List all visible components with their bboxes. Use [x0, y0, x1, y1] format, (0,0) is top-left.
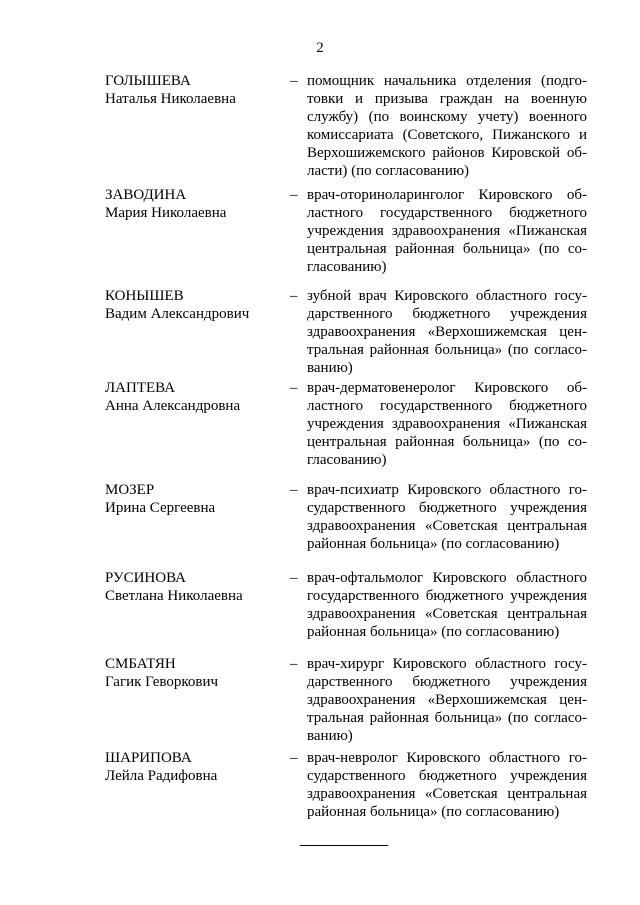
- description-line: тральная районная больница» (по согласо-: [307, 710, 587, 726]
- description-line: врач-невролог Кировского областного го-: [307, 750, 587, 766]
- description-line: ванию): [307, 360, 353, 376]
- description-line: гласованию): [307, 259, 387, 275]
- description-line: дарственного бюджетного учреждения: [307, 306, 587, 322]
- description-line: здравоохранения «Советская центральная: [307, 786, 587, 802]
- member-surname: ЛАПТЕВА: [105, 380, 176, 396]
- description-line: ванию): [307, 728, 353, 744]
- entry-dash: –: [290, 187, 298, 203]
- member-position-description: [307, 287, 587, 377]
- entry-dash: –: [290, 750, 298, 766]
- member-surname: КОНЫШЕВ: [105, 288, 184, 304]
- member-position-description: [307, 569, 587, 641]
- description-line: районная больница» (по согласованию): [307, 624, 560, 640]
- description-line: врач-оториноларинголог Кировского об-: [307, 187, 587, 203]
- member-position-description: [307, 72, 587, 180]
- member-given-names: Лейла Радифовна: [105, 768, 218, 784]
- member-given-names: Ирина Сергеевна: [105, 500, 216, 516]
- member-surname: РУСИНОВА: [105, 570, 186, 586]
- member-position-description: [307, 186, 587, 276]
- description-line: районная больница» (по согласованию): [307, 536, 560, 552]
- description-line: помощник начальника отделения (подго-: [307, 73, 587, 89]
- description-line: врач-хирург Кировского областного госу-: [307, 656, 587, 672]
- member-given-names: Наталья Николаевна: [105, 91, 236, 107]
- description-line: дарственного бюджетного учреждения: [307, 674, 587, 690]
- description-line: врач-психиатр Кировского областного го-: [307, 482, 587, 498]
- description-line: здравоохранения «Советская центральная: [307, 518, 587, 534]
- member-surname: МОЗЕР: [105, 482, 155, 498]
- description-line: ластного государственного бюджетного: [307, 398, 587, 414]
- description-line: сударственного бюджетного учреждения: [307, 768, 587, 784]
- description-line: врач-дерматовенеролог Кировского об-: [307, 380, 587, 396]
- description-line: Верхошижемского районов Кировской об-: [307, 145, 587, 161]
- member-given-names: Анна Александровна: [105, 398, 241, 414]
- member-position-description: [307, 749, 587, 821]
- entry-dash: –: [290, 570, 298, 586]
- member-surname: СМБАТЯН: [105, 656, 176, 672]
- page-number: 2: [316, 40, 324, 56]
- member-position-description: [307, 655, 587, 745]
- entry-dash: –: [290, 656, 298, 672]
- member-surname: ШАРИПОВА: [105, 750, 192, 766]
- description-line: ласти) (по согласованию): [307, 163, 470, 179]
- description-line: районная больница» (по согласованию): [307, 804, 560, 820]
- description-line: здравоохранения «Верхошижемская цен-: [307, 692, 587, 708]
- description-line: учреждения здравоохранения «Пижанская: [307, 416, 587, 432]
- description-line: здравоохранения «Советская центральная: [307, 606, 587, 622]
- description-line: комиссариата (Советского, Пижанского и: [307, 127, 587, 143]
- member-given-names: Вадим Александрович: [105, 306, 250, 322]
- member-position-description: [307, 379, 587, 469]
- description-line: зубной врач Кировского областного госу-: [307, 288, 587, 304]
- entry-dash: –: [290, 380, 298, 396]
- member-given-names: Светлана Николаевна: [105, 588, 243, 604]
- description-line: сударственного бюджетного учреждения: [307, 500, 587, 516]
- description-line: врач-офтальмолог Кировского областного: [307, 570, 587, 586]
- member-surname: ЗАВОДИНА: [105, 187, 187, 203]
- description-line: учреждения здравоохранения «Пижанская: [307, 223, 587, 239]
- description-line: государственного бюджетного учреждения: [307, 588, 587, 604]
- description-line: здравоохранения «Верхошижемская цен-: [307, 324, 587, 340]
- member-given-names: Гагик Геворкович: [105, 674, 219, 690]
- member-surname: ГОЛЫШЕВА: [105, 73, 191, 89]
- entry-dash: –: [290, 73, 298, 89]
- description-line: ластного государственного бюджетного: [307, 205, 587, 221]
- description-line: гласованию): [307, 452, 387, 468]
- member-position-description: [307, 481, 587, 553]
- description-line: товки и призыва граждан на военную: [307, 91, 587, 107]
- entry-dash: –: [290, 288, 298, 304]
- footer-divider-line: [300, 845, 388, 846]
- description-line: центральная районная больница» (по со-: [307, 241, 587, 257]
- description-line: тральная районная больница» (по согласо-: [307, 342, 587, 358]
- description-line: центральная районная больница» (по со-: [307, 434, 587, 450]
- member-given-names: Мария Николаевна: [105, 205, 227, 221]
- entry-dash: –: [290, 482, 298, 498]
- description-line: службу) (по воинскому учету) военного: [307, 109, 587, 125]
